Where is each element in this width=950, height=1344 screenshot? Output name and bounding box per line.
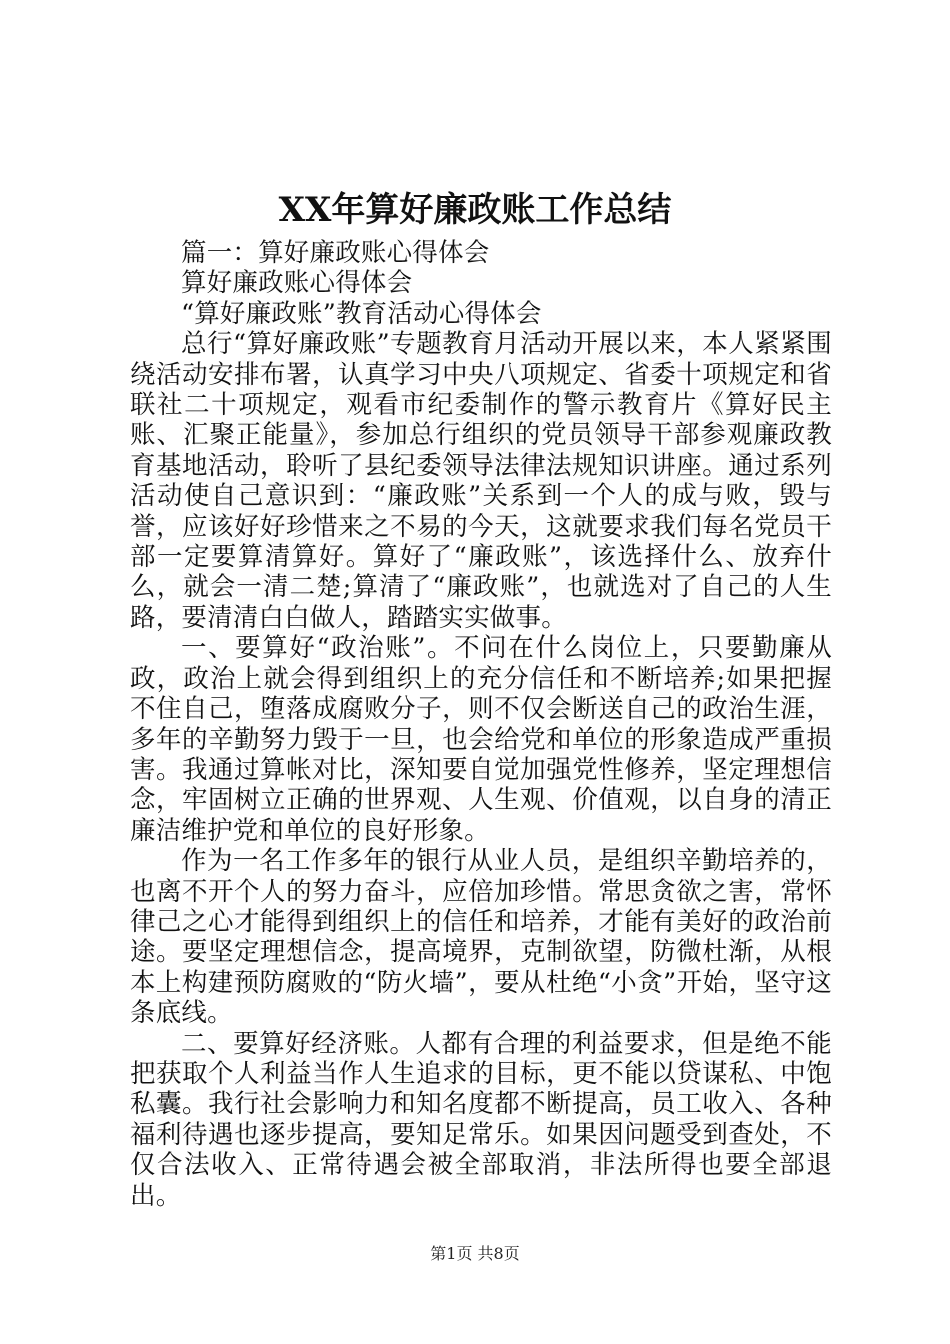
document-body bbox=[130, 238, 832, 1211]
paragraph: 作为一名工作多年的银行从业人员，是组织辛勤培养的，也离不开个人的努力奋斗，应倍加珍惜。常思贪欲之害，常怀律己之心才能得到组织上的信任和培养，才能有美好的政治前途。要坚定理想信念，提高境界，克制欲望，防微杜渐，从根本上构建预防腐败的“防火墙”，要从杜绝“小贪”开始，坚守这条底线。 bbox=[130, 846, 832, 1029]
paragraph: “算好廉政账”教育活动心得体会 bbox=[181, 298, 542, 329]
paragraph: 二、要算好经济账。人都有合理的利益要求，但是绝不能把获取个人利益当作人生追求的目标，更不能以贷谋私、中饱私囊。我行社会影响力和知名度都不断提高，员工收入、各种福利待遇也逐步提高，要知足常乐。如果因问题受到查处，不仅合法收入、正常待遇会被全部取消，非法所得也要全部退出。 bbox=[130, 1028, 832, 1211]
paragraph: 一、要算好“政治账”。不问在什么岗位上，只要勤廉从政，政治上就会得到组织上的充分信任和不断培养;如果把握不住自己，堕落成腐败分子，则不仅会断送自己的政治生涯，多年的辛勤努力毁于一旦，也会给党和单位的形象造成严重损害。我通过算帐对比，深知要自觉加强党性修养，坚定理想信念，牢固树立正确的世界观、人生观、价值观，以自身的清正廉洁维护党和单位的良好形象。 bbox=[130, 633, 832, 846]
paragraph: 总行“算好廉政账”专题教育月活动开展以来，本人紧紧围绕活动安排布署，认真学习中央八项规定、省委十项规定和省联社二十项规定，观看市纪委制作的警示教育片《算好民主账、汇聚正能量》，参加总行组织的党员领导干部参观廉政教育基地活动，聆听了县纪委领导法律法规知识讲座。通过系列活动使自己意识到：“廉政账”关系到一个人的成与败，毁与誉，应该好好珍惜来之不易的今天，这就要求我们每名党员干部一定要算清算好。算好了“廉政账”，该选择什么、放弃什么，就会一清二楚;算清了“廉政账”，也就选对了自己的人生路，要清清白白做人，踏踏实实做事。 bbox=[130, 329, 832, 633]
document-title: XX年算好廉政账工作总结 bbox=[278, 190, 672, 230]
paragraph: 算好廉政账心得体会 bbox=[181, 268, 413, 299]
paragraph: 篇一：算好廉政账心得体会 bbox=[181, 238, 490, 268]
page-number-footer: 第1页 共8页 bbox=[430, 1244, 520, 1263]
